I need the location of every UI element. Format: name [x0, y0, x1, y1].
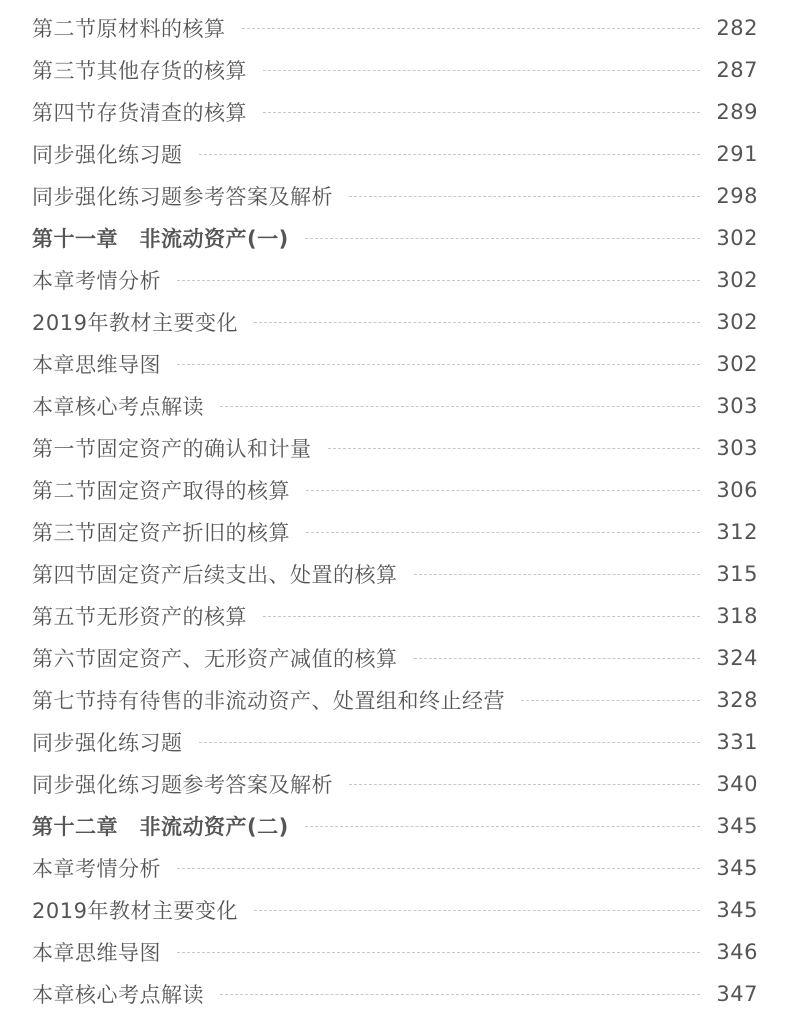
toc-entry-page-number: 302: [716, 352, 758, 376]
dotted-leader: [263, 616, 700, 617]
toc-entry-title: 第四节存货清查的核算: [32, 101, 247, 125]
dotted-leader: [177, 952, 700, 953]
toc-entry[interactable]: [32, 637, 758, 679]
toc-entry[interactable]: [32, 931, 758, 973]
toc-entry-page-number: 298: [716, 184, 758, 208]
dotted-leader: [242, 28, 701, 29]
toc-entry[interactable]: [32, 763, 758, 805]
toc-entry-page-number: 302: [716, 310, 758, 334]
toc-entry[interactable]: [32, 721, 758, 763]
toc-entry-page-number: 302: [716, 226, 758, 250]
dotted-leader: [254, 910, 700, 911]
toc-entry-title: 本章核心考点解读: [32, 983, 204, 1007]
toc-entry-title: 2019年教材主要变化: [32, 899, 238, 923]
toc-entry[interactable]: [32, 679, 758, 721]
toc-entry[interactable]: [32, 553, 758, 595]
dotted-leader: [199, 154, 701, 155]
toc-entry-page-number: 302: [716, 268, 758, 292]
toc-entry-title: 同步强化练习题参考答案及解析: [32, 773, 333, 797]
toc-entry[interactable]: [32, 133, 758, 175]
toc-entry-page-number: 315: [716, 562, 758, 586]
toc-entry-title: 第十一章 非流动资产(一): [32, 227, 289, 251]
toc-entry-page-number: 328: [716, 688, 758, 712]
toc-entry[interactable]: [32, 343, 758, 385]
toc-entry-title: 第三节固定资产折旧的核算: [32, 521, 290, 545]
toc-entry-page-number: 318: [716, 604, 758, 628]
toc-entry-page-number: 324: [716, 646, 758, 670]
toc-entry-title: 本章考情分析: [32, 857, 161, 881]
toc-entry-page-number: 289: [716, 100, 758, 124]
toc-entry-page-number: 345: [716, 856, 758, 880]
dotted-leader: [177, 280, 700, 281]
toc-entry-page-number: 345: [716, 814, 758, 838]
toc-entry-title: 第二节固定资产取得的核算: [32, 479, 290, 503]
toc-entry-page-number: 303: [716, 394, 758, 418]
dotted-leader: [305, 826, 701, 827]
dotted-leader: [306, 532, 700, 533]
toc-entry[interactable]: [32, 385, 758, 427]
dotted-leader: [349, 196, 700, 197]
toc-entry-page-number: 331: [716, 730, 758, 754]
toc-entry-title: 同步强化练习题参考答案及解析: [32, 185, 333, 209]
dotted-leader: [199, 742, 701, 743]
dotted-leader: [263, 70, 700, 71]
toc-entry-page-number: 282: [716, 16, 758, 40]
dotted-leader: [349, 784, 700, 785]
toc-entry-title: 第六节固定资产、无形资产减值的核算: [32, 647, 398, 671]
toc-entry-title: 本章考情分析: [32, 269, 161, 293]
dotted-leader: [521, 700, 700, 701]
dotted-leader: [177, 364, 700, 365]
toc-entry-page-number: 287: [716, 58, 758, 82]
toc-entry-page-number: 345: [716, 898, 758, 922]
toc-entry[interactable]: [32, 889, 758, 931]
toc-entry-title: 第一节固定资产的确认和计量: [32, 437, 312, 461]
dotted-leader: [305, 238, 701, 239]
toc-entry[interactable]: [32, 469, 758, 511]
dotted-leader: [414, 574, 701, 575]
toc-chapter-entry[interactable]: [32, 217, 758, 259]
toc-entry[interactable]: [32, 49, 758, 91]
toc-entry-title: 第三节其他存货的核算: [32, 59, 247, 83]
toc-entry[interactable]: [32, 7, 758, 49]
toc-entry-page-number: 347: [716, 982, 758, 1006]
toc-entry-page-number: 312: [716, 520, 758, 544]
dotted-leader: [306, 490, 700, 491]
toc-entry-page-number: 303: [716, 436, 758, 460]
dotted-leader: [220, 406, 700, 407]
toc-entry-page-number: 306: [716, 478, 758, 502]
toc-entry-page-number: 340: [716, 772, 758, 796]
toc-chapter-entry[interactable]: [32, 805, 758, 847]
toc-entry[interactable]: [32, 427, 758, 469]
toc-entry-title: 本章核心考点解读: [32, 395, 204, 419]
toc-entry[interactable]: [32, 301, 758, 343]
toc-entry-title: 本章思维导图: [32, 353, 161, 377]
toc-entry-title: 第十二章 非流动资产(二): [32, 815, 289, 839]
toc-entry-title: 同步强化练习题: [32, 731, 183, 755]
toc-entry[interactable]: [32, 847, 758, 889]
toc-entry-title: 第二节原材料的核算: [32, 17, 226, 41]
toc-entry[interactable]: [32, 973, 758, 1015]
dotted-leader: [328, 448, 701, 449]
dotted-leader: [263, 112, 700, 113]
toc-entry[interactable]: [32, 91, 758, 133]
toc-entry-title: 第四节固定资产后续支出、处置的核算: [32, 563, 398, 587]
dotted-leader: [220, 994, 700, 995]
toc-entry[interactable]: [32, 511, 758, 553]
toc-entry-title: 2019年教材主要变化: [32, 311, 238, 335]
toc-entry-title: 第五节无形资产的核算: [32, 605, 247, 629]
dotted-leader: [414, 658, 701, 659]
dotted-leader: [254, 322, 700, 323]
toc-entry-page-number: 291: [716, 142, 758, 166]
toc-entry-page-number: 346: [716, 940, 758, 964]
dotted-leader: [177, 868, 700, 869]
toc-entry-title: 同步强化练习题: [32, 143, 183, 167]
toc-entry-title: 本章思维导图: [32, 941, 161, 965]
toc-entry[interactable]: [32, 595, 758, 637]
toc-entry[interactable]: [32, 259, 758, 301]
toc-entry-title: 第七节持有待售的非流动资产、处置组和终止经营: [32, 689, 505, 713]
toc-entry[interactable]: [32, 175, 758, 217]
